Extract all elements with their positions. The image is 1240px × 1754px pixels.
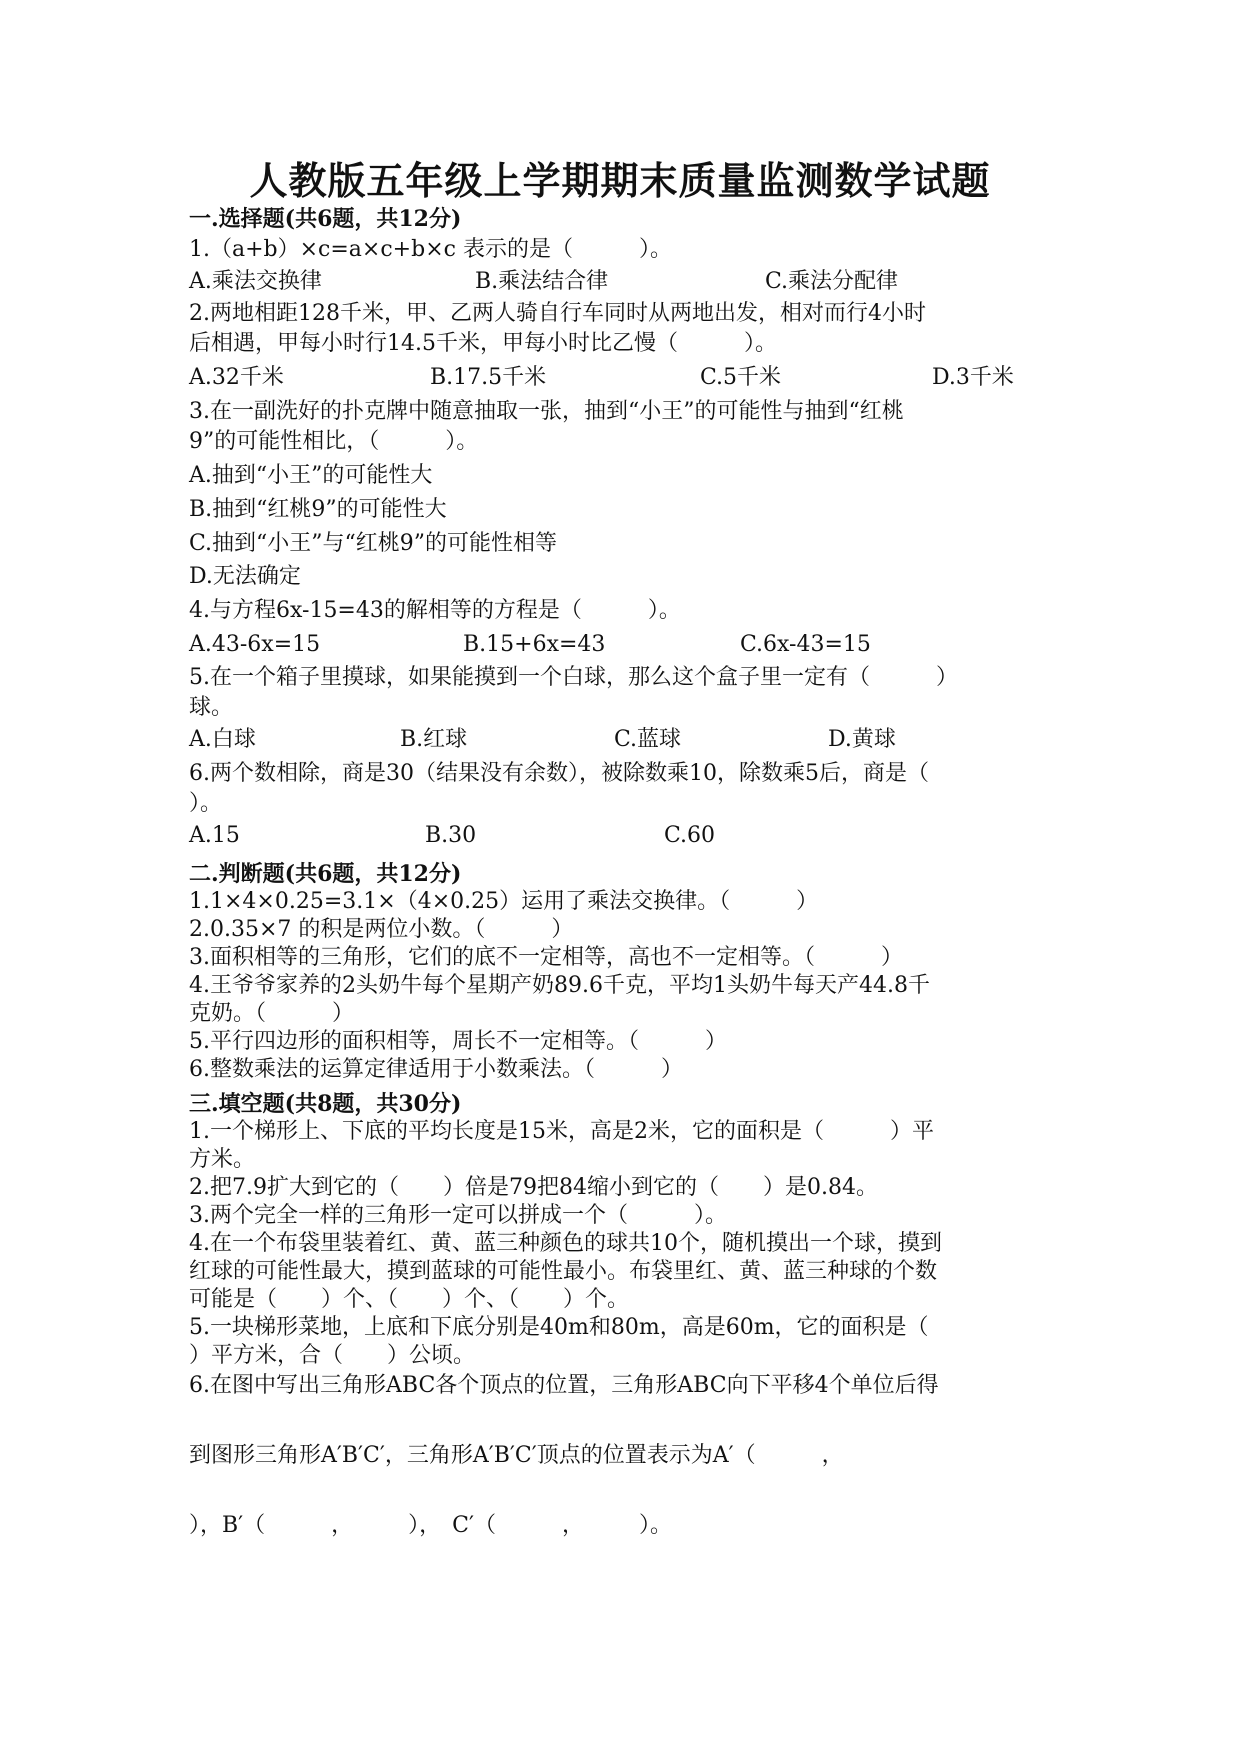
option: B.30 bbox=[425, 823, 477, 848]
section-heading-fill: 三.填空题(共8题，共30分) bbox=[189, 1091, 462, 1117]
option: B.乘法结合律 bbox=[475, 269, 609, 294]
option: C.6x-43=15 bbox=[740, 632, 871, 657]
option: A.15 bbox=[189, 823, 240, 848]
question-text: 到图形三角形A′B′C′，三角形A′B′C′顶点的位置表示为A′（ ， bbox=[189, 1443, 844, 1468]
question-text: 球。 bbox=[189, 695, 234, 720]
option: A.白球 bbox=[189, 727, 256, 752]
option: D.黄球 bbox=[828, 727, 896, 752]
question-text: ）平方米，合（ ）公顷。 bbox=[189, 1343, 476, 1368]
section-heading-judgement: 二.判断题(共6题，共12分) bbox=[189, 861, 462, 887]
question-text: 1.1×4×0.25=3.1×（4×0.25）运用了乘法交换律。（ ） bbox=[189, 889, 819, 914]
question-text: 4.与方程6x-15=43的解相等的方程是（ ）。 bbox=[189, 598, 681, 623]
question-text: 后相遇，甲每小时行14.5千米，甲每小时比乙慢（ ）。 bbox=[189, 331, 777, 356]
question-text: 2.0.35×7 的积是两位小数。（ ） bbox=[189, 917, 574, 942]
question-text: ），B′（ ， ）， C′（ ， ）。 bbox=[189, 1513, 672, 1538]
question-text: 2.两地相距128千米，甲、乙两人骑自行车同时从两地出发，相对而行4小时 bbox=[189, 301, 926, 326]
option: A.抽到“小王”的可能性大 bbox=[189, 463, 433, 488]
page-title: 人教版五年级上学期期末质量监测数学试题 bbox=[249, 158, 991, 203]
question-text: 可能是（ ）个、（ ）个、（ ）个。 bbox=[189, 1287, 630, 1312]
question-text: 9”的可能性相比，（ ）。 bbox=[189, 429, 479, 454]
option: C.5千米 bbox=[700, 365, 782, 390]
section-heading-choice: 一.选择题(共6题，共12分) bbox=[189, 206, 462, 232]
option: B.15+6x=43 bbox=[463, 632, 606, 657]
question-text: 3.面积相等的三角形，它们的底不一定相等，高也不一定相等。（ ） bbox=[189, 945, 903, 970]
question-text: 5.平行四边形的面积相等，周长不一定相等。（ ） bbox=[189, 1029, 727, 1054]
option: A.43-6x=15 bbox=[189, 632, 321, 657]
question-text: 方米。 bbox=[189, 1147, 256, 1172]
question-text: 红球的可能性最大，摸到蓝球的可能性最小。布袋里红、黄、蓝三种球的个数 bbox=[189, 1259, 938, 1284]
question-text: 1.（a+b）×c=a×c+b×c 表示的是（ ）。 bbox=[189, 237, 672, 262]
question-text: 克奶。（ ） bbox=[189, 1001, 355, 1026]
question-text: 2.把7.9扩大到它的（ ）倍是79把84缩小到它的（ ）是0.84。 bbox=[189, 1175, 878, 1200]
option: D.无法确定 bbox=[189, 564, 301, 589]
option: D.3千米 bbox=[932, 365, 1014, 390]
option: C.乘法分配律 bbox=[765, 269, 899, 294]
option: C.蓝球 bbox=[614, 727, 682, 752]
question-text: 6.在图中写出三角形ABC各个顶点的位置，三角形ABC向下平移4个单位后得 bbox=[189, 1373, 939, 1398]
option: A.乘法交换律 bbox=[189, 269, 322, 294]
option: B.17.5千米 bbox=[430, 365, 547, 390]
question-text: ）。 bbox=[189, 791, 223, 816]
question-text: 6.两个数相除，商是30（结果没有余数），被除数乘10，除数乘5后，商是（ bbox=[189, 761, 929, 786]
option: A.32千米 bbox=[189, 365, 284, 390]
option: B.红球 bbox=[400, 727, 468, 752]
question-text: 3.两个完全一样的三角形一定可以拼成一个（ ）。 bbox=[189, 1203, 727, 1228]
option: C.60 bbox=[664, 823, 716, 848]
question-text: 6.整数乘法的运算定律适用于小数乘法。（ ） bbox=[189, 1057, 683, 1082]
question-text: 3.在一副洗好的扑克牌中随意抽取一张，抽到“小王”的可能性与抽到“红桃 bbox=[189, 399, 904, 424]
question-text: 4.在一个布袋里装着红、黄、蓝三种颜色的球共10个，随机摸出一个球，摸到 bbox=[189, 1231, 942, 1256]
option: C.抽到“小王”与“红桃9”的可能性相等 bbox=[189, 531, 558, 556]
question-text: 4.王爷爷家养的2头奶牛每个星期产奶89.6千克，平均1头奶牛每天产44.8千 bbox=[189, 973, 930, 998]
question-text: 5.在一个箱子里摸球，如果能摸到一个白球，那么这个盒子里一定有（ ） bbox=[189, 665, 958, 690]
question-text: 5.一块梯形菜地，上底和下底分别是40m和80m，高是60m，它的面积是（ bbox=[189, 1315, 929, 1340]
option: B.抽到“红桃9”的可能性大 bbox=[189, 497, 447, 522]
question-text: 1.一个梯形上、下底的平均长度是15米，高是2米，它的面积是（ ）平 bbox=[189, 1119, 934, 1144]
